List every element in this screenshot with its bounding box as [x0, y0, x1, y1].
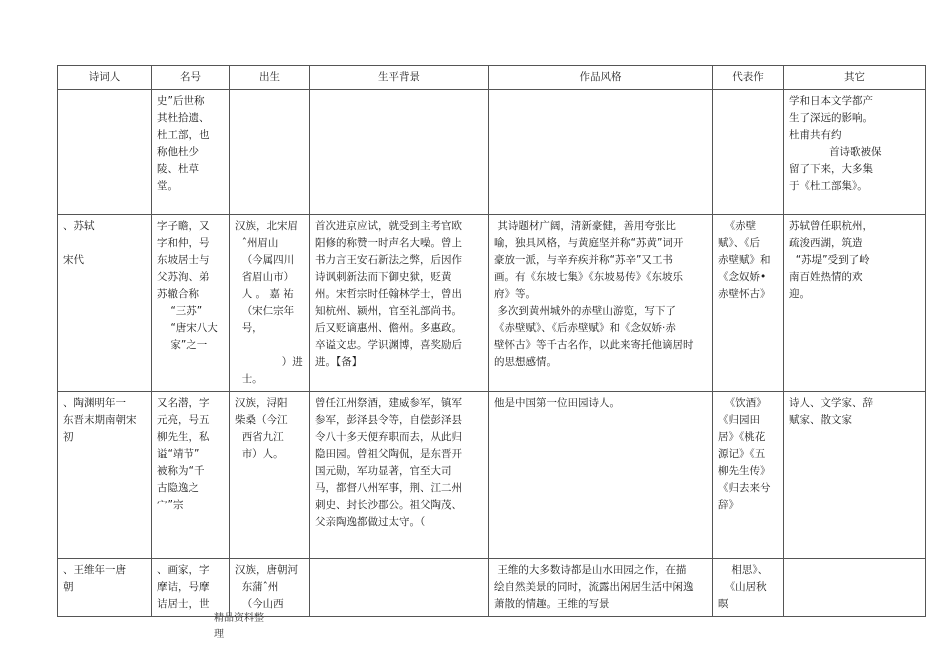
- poet-cell: 、苏轼 宋代: [58, 215, 152, 392]
- names-cell: 字子瞻，又 字和仲，号 东坡居士与 父苏洵、弟 苏辙合称 “三苏” “唐宋八大 家”之一: [152, 215, 230, 392]
- other-cell: 诗人、文学家、辞 赋家、散文家: [784, 392, 926, 559]
- works-cell: 《饮酒》 《归园田 居》《桃花 源记》《五 柳先生传》 《归去来兮 辞》: [713, 392, 784, 559]
- table-row: [58, 215, 926, 392]
- style-cell: 他是中国第一位田园诗人。: [489, 392, 713, 559]
- works-cell: [713, 90, 784, 215]
- background-cell: [310, 559, 489, 617]
- style-cell: 王维的大多数诗都是山水田园之作，在描 绘自然美景的同时，流露出闲居生活中闲逸 萧散的情趣。王维的写景: [489, 559, 713, 617]
- header-works: 代表作: [713, 66, 784, 90]
- page-footer: 精品资料整 理: [214, 613, 264, 640]
- background-cell: [310, 90, 489, 215]
- table-row: [58, 90, 926, 215]
- works-cell: 相思》、 《山居秋 暝: [713, 559, 784, 617]
- table-row: [58, 559, 926, 617]
- poet-cell: 、王维年一唐 朝: [58, 559, 152, 617]
- names-cell: 又名潜，字 元亮，号五 柳先生，私 谥“靖节” 被称为“千 古隐逸之 宀”宗: [152, 392, 230, 559]
- header-poet: 诗词人: [58, 66, 152, 90]
- header-style: 作品风格: [489, 66, 713, 90]
- style-cell: 其诗题材广阔，清新豪健，善用夸张比 喻，独具风格，与黄庭坚并称“苏黄”词开 豪放一派，与辛弃疾并称“苏辛”又工书 画。有《东坡七集》《东坡易传》《东坡乐 府》等。 多次到黄州城外的赤壁山游览，写下了 《赤壁赋》、《后赤壁赋》和《念奴娇·赤 壁怀古》等千古名作，以此来寄托他谪居时 的思想感情。: [489, 215, 713, 392]
- other-cell: 苏轼曾任职杭州， 疏浚西湖，筑造 “苏堤”受到了岭 南百姓热情的欢 迎。: [784, 215, 926, 392]
- birth-cell: 汉族，浔阳 柴桑（今江 西省九江 市）人。: [230, 392, 310, 559]
- header-names: 名号: [152, 66, 230, 90]
- other-cell: 学和日本文学都产 生了深远的影响。 杜甫共有约 首诗歌被保 留了下来，大多集 于《杜工部集》。: [784, 90, 926, 215]
- header-row: [58, 66, 926, 90]
- poets-table: [57, 65, 926, 617]
- header-other: 其它: [784, 66, 926, 90]
- birth-cell: [230, 90, 310, 215]
- header-birth: 出生: [230, 66, 310, 90]
- table-row: [58, 392, 926, 559]
- header-background: 生平背景: [310, 66, 489, 90]
- works-cell: 《赤壁 赋》、《后 赤壁赋》和 《念奴娇• 赤壁怀古》: [713, 215, 784, 392]
- style-cell: [489, 90, 713, 215]
- other-cell: [784, 559, 926, 617]
- birth-cell: 汉族，唐朝河 东蒲ˆ州 （今山西: [230, 559, 310, 617]
- birth-cell: 汉族，北宋眉 ˆ州眉山 （今属四川 省眉山市） 人 。 嘉 祐 （宋仁宗年 号， ）进 士。: [230, 215, 310, 392]
- names-cell: 史”后世称 其杜拾遗、 杜工部，也 称他杜少 陵、杜草 堂。: [152, 90, 230, 215]
- background-cell: 曾任江州祭酒，建威参军，镇军 参军，彭泽县令等，自偿彭泽县 令八十多天便弃职而去，从此归 隐田园。曾祖父陶侃，是东晋开 国元勋，军功显著，官至大司 马，都督八州军事，荆、江二州 刺史、封长沙郡公。祖父陶茂、 父亲陶逸都做过太守。（: [310, 392, 489, 559]
- poet-cell: [58, 90, 152, 215]
- background-cell: 首次进京应试，就受到主考官欧 阳修的称赞一时声名大噪。曾上 书力言王安石新法之弊，后因作 诗讽刺新法而下御史狱，贬黄 州。宋哲宗时任翰林学士，曾出 知杭州、颍州，官至礼部尚书。 后又贬谪惠州、儋州。多惠政。 卒谥文忠。学识渊博，喜奖励后 进。【备】: [310, 215, 489, 392]
- names-cell: 、画家，字 摩诘，号摩 诘居士，世: [152, 559, 230, 617]
- poet-cell: 、陶渊明年一 东晋末期南朝宋 初: [58, 392, 152, 559]
